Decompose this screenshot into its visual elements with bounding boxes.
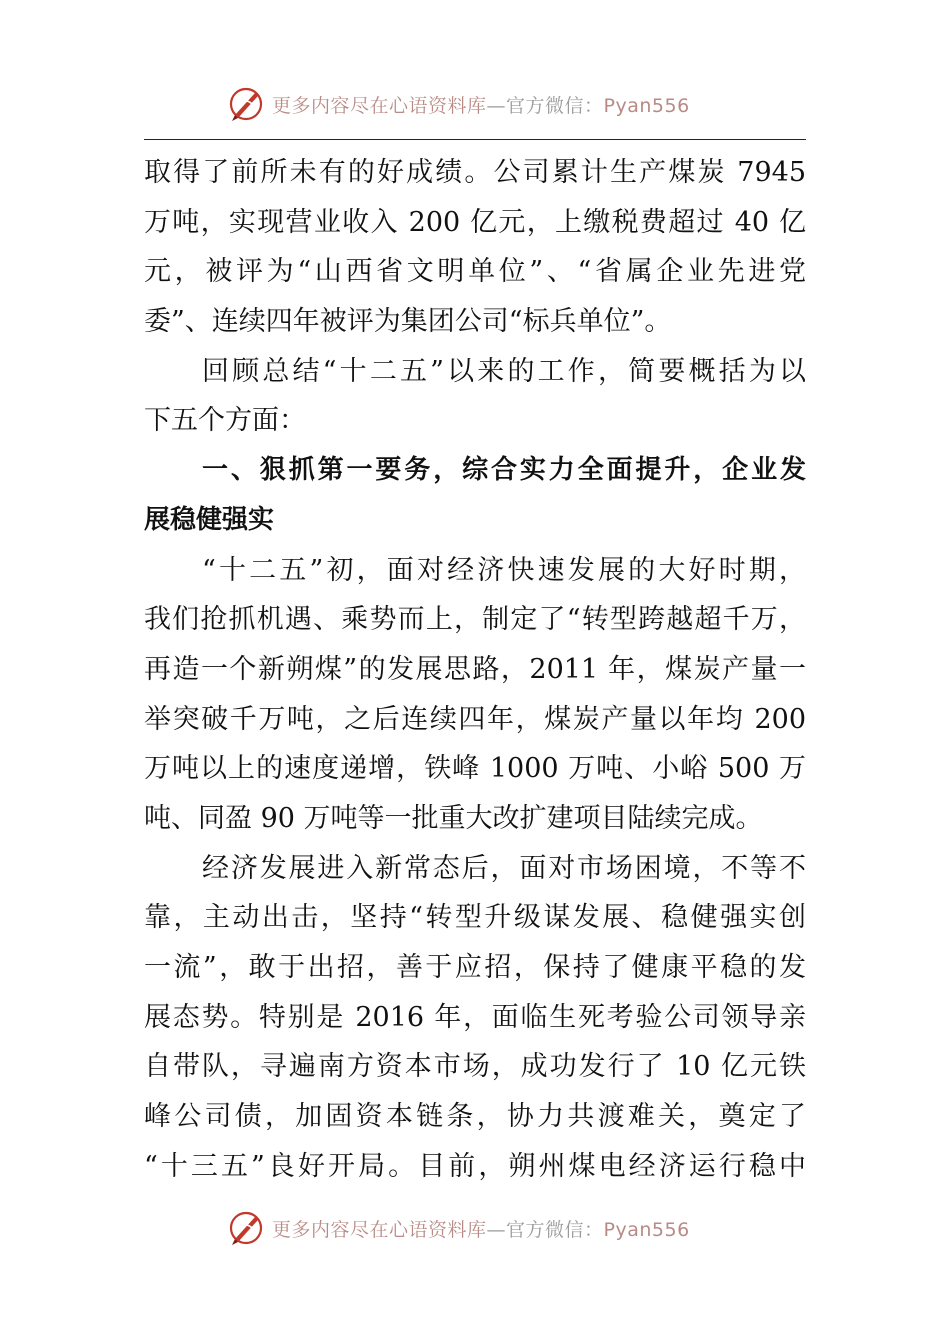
- text-line: 元，被评为“山西省文明单位”、“省属企业先进党: [144, 256, 806, 288]
- text-line: “十三五”良好开局。目前，朔州煤电经济运行稳中: [144, 1150, 806, 1182]
- text-line: 举突破千万吨，之后连续四年，煤炭产量以年均 200: [144, 703, 806, 735]
- text-line: 一流”，敢于出招，善于应招，保持了健康平稳的发: [144, 952, 806, 983]
- watermark-label: —官方微信：: [486, 1218, 604, 1241]
- text-line: 峰公司债，加固资本链条，协力共渡难关，奠定了: [144, 1101, 806, 1133]
- watermark-label: —官方微信：: [486, 94, 604, 117]
- text-line: 吨、同盈 90 万吨等一批重大改扩建项目陆续完成。: [144, 802, 763, 834]
- text-line: 万吨以上的速度递增，铁峰 1000 万吨、小峪 500 万: [144, 753, 806, 785]
- section-heading-cont: 展稳健强实: [144, 504, 275, 535]
- watermark-site: 更多内容尽在心语资料库: [272, 94, 487, 117]
- text-line: 我们抢抓机遇、乘势而上，制定了“转型跨越超千万，: [144, 604, 806, 636]
- document-body: [144, 148, 806, 1191]
- watermark-banner-top: [226, 82, 726, 126]
- pen-logo-icon: [226, 84, 266, 124]
- watermark-text: [272, 91, 690, 118]
- paragraph-start: 回顾总结“十二五”以来的工作，简要概括为以: [202, 355, 806, 387]
- text-line: 靠，主动出击，坚持“转型升级谋发展、稳健强实创: [144, 902, 806, 934]
- paragraph-start: 经济发展进入新常态后，面对市场困境，不等不: [202, 852, 806, 884]
- watermark-banner-bottom: [226, 1206, 726, 1250]
- text-line: 委”、连续四年被评为集团公司“标兵单位”。: [144, 306, 672, 338]
- text-line: 再造一个新朔煤”的发展思路，2011 年，煤炭产量一: [144, 653, 806, 685]
- watermark-site: 更多内容尽在心语资料库: [272, 1218, 487, 1241]
- paragraph-start: “十二五”初，面对经济快速发展的大好时期，: [202, 554, 806, 586]
- text-line: 自带队，寻遍南方资本市场，成功发行了 10 亿元铁: [144, 1051, 806, 1083]
- text-line: 下五个方面：: [144, 405, 306, 437]
- pen-logo-icon: [226, 1208, 266, 1248]
- watermark-wechat-id: Pyan556: [603, 1218, 690, 1241]
- header-rule: [144, 139, 806, 140]
- section-heading: 一、狠抓第一要务，综合实力全面提升，企业发: [202, 455, 806, 486]
- watermark-text: [272, 1215, 690, 1242]
- text-line: 展态势。特别是 2016 年，面临生死考验公司领导亲: [144, 1001, 806, 1033]
- watermark-wechat-id: Pyan556: [603, 94, 690, 117]
- text-line: 取得了前所未有的好成绩。公司累计生产煤炭 7945: [144, 157, 806, 188]
- text-line: 万吨，实现营业收入 200 亿元，上缴税费超过 40 亿: [144, 206, 806, 238]
